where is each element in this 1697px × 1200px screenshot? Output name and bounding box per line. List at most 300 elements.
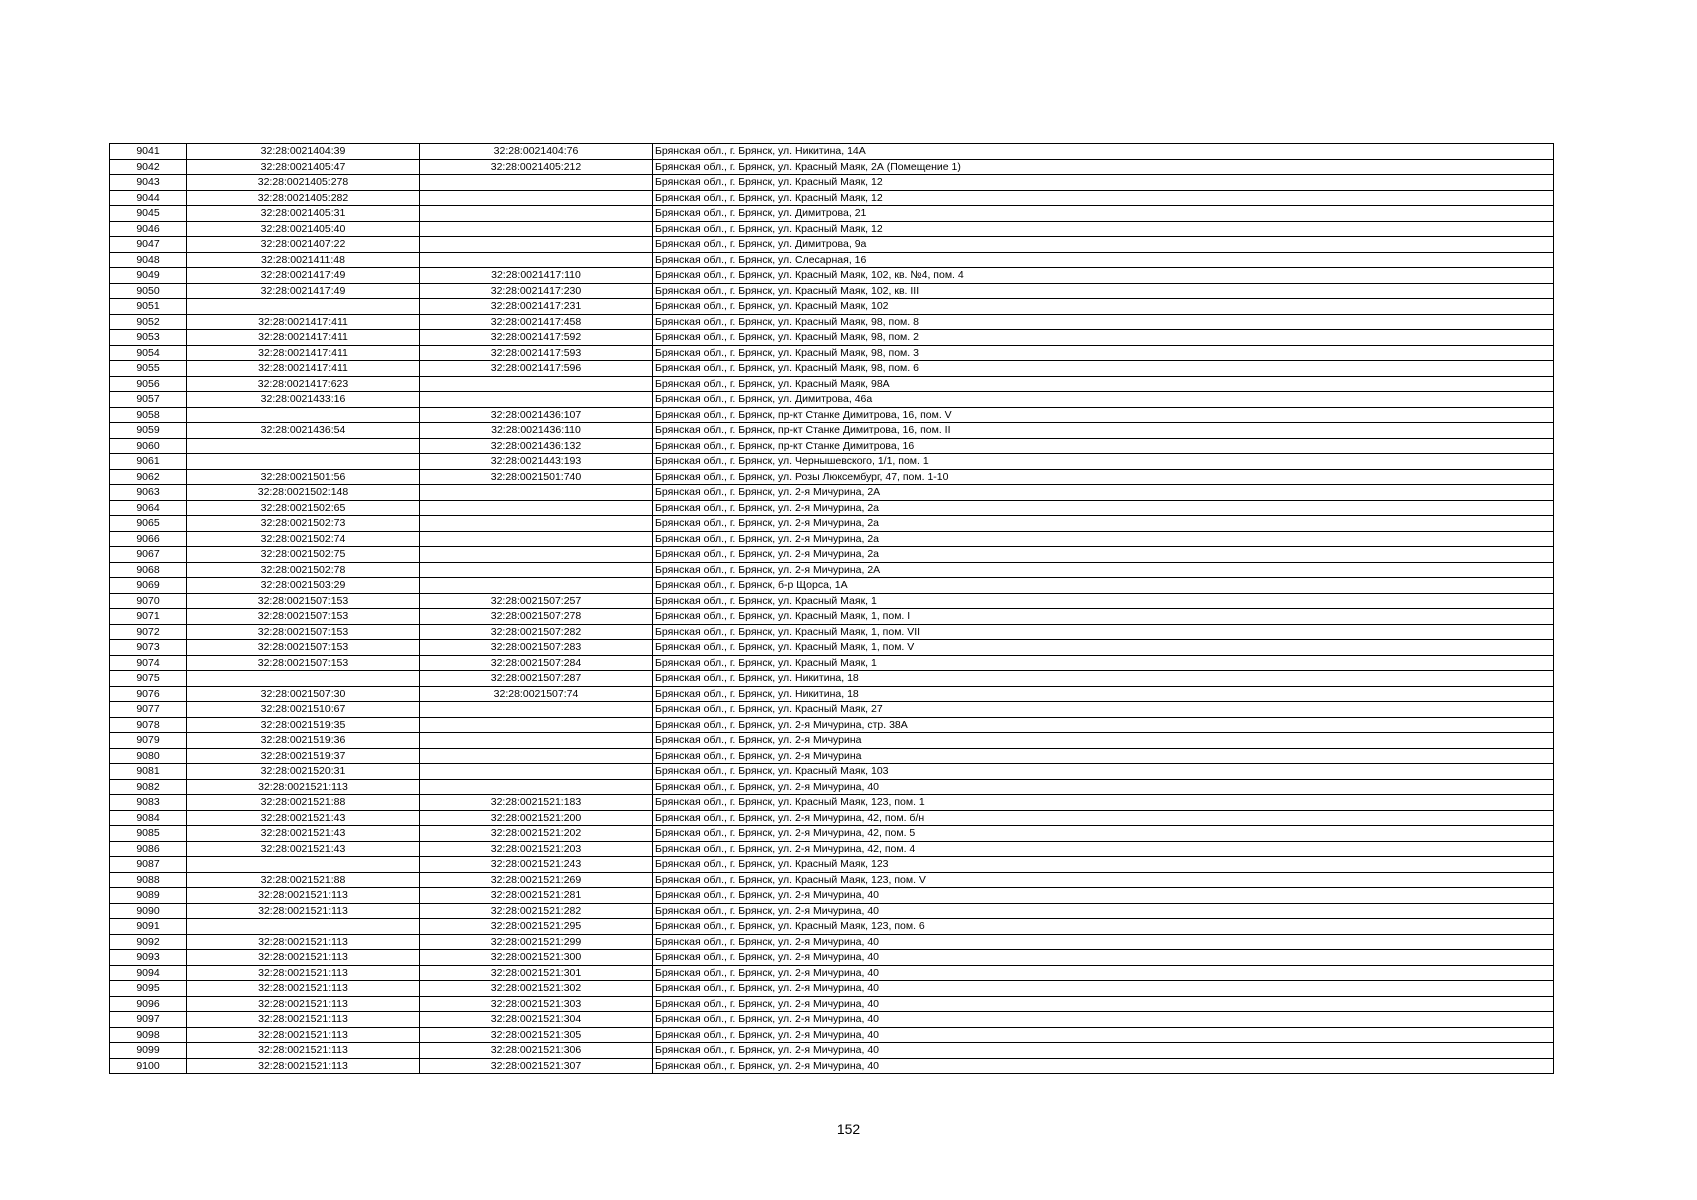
premises-cadastral-number-cell: 32:28:0021443:193 [420,454,653,470]
address-cell: Брянская обл., г. Брянск, ул. 2-я Мичурина, 40 [653,934,1554,950]
table-row [110,283,1554,299]
premises-cadastral-number-cell: 32:28:0021507:74 [420,686,653,702]
address-cell: Брянская обл., г. Брянск, ул. Никитина, 18 [653,671,1554,687]
table-row [110,826,1554,842]
premises-cadastral-number-cell [420,578,653,594]
address-cell: Брянская обл., г. Брянск, ул. Красный Маяк, 12 [653,175,1554,191]
address-cell: Брянская обл., г. Брянск, ул. Красный Маяк, 98, пом. 2 [653,330,1554,346]
address-cell: Брянская обл., г. Брянск, ул. 2-я Мичурина, 40 [653,1012,1554,1028]
table-row [110,392,1554,408]
row-number-cell: 9068 [110,562,187,578]
address-cell: Брянская обл., г. Брянск, ул. Красный Маяк, 123, пом. 6 [653,919,1554,935]
table-row [110,764,1554,780]
table-row [110,702,1554,718]
cadastral-number-cell: 32:28:0021521:43 [187,826,420,842]
table-row [110,640,1554,656]
row-number-cell: 9097 [110,1012,187,1028]
cadastral-number-cell [187,438,420,454]
cadastral-number-cell: 32:28:0021507:30 [187,686,420,702]
table-row [110,144,1554,160]
address-cell: Брянская обл., г. Брянск, ул. 2-я Мичурина, 40 [653,1043,1554,1059]
premises-cadastral-number-cell [420,500,653,516]
table-row [110,857,1554,873]
table-row [110,872,1554,888]
page-number: 152 [836,1121,861,1137]
cadastral-number-cell: 32:28:0021501:56 [187,469,420,485]
cadastral-number-cell: 32:28:0021521:113 [187,1043,420,1059]
premises-cadastral-number-cell [420,764,653,780]
table-row [110,609,1554,625]
row-number-cell: 9066 [110,531,187,547]
address-cell: Брянская обл., г. Брянск, ул. Красный Маяк, 1, пом. V [653,640,1554,656]
table-row [110,748,1554,764]
address-cell: Брянская обл., г. Брянск, ул. 2-я Мичурина, 42, пом. б/н [653,810,1554,826]
row-number-cell: 9042 [110,159,187,175]
premises-cadastral-number-cell: 32:28:0021404:76 [420,144,653,160]
row-number-cell: 9067 [110,547,187,563]
table-row [110,1058,1554,1074]
address-cell: Брянская обл., г. Брянск, пр-кт Станке Димитрова, 16, пом. V [653,407,1554,423]
cadastral-number-cell: 32:28:0021521:43 [187,841,420,857]
cadastral-number-cell: 32:28:0021433:16 [187,392,420,408]
table-row [110,531,1554,547]
row-number-cell: 9062 [110,469,187,485]
address-cell: Брянская обл., г. Брянск, ул. Красный Маяк, 98, пом. 6 [653,361,1554,377]
address-cell: Брянская обл., г. Брянск, ул. 2-я Мичурина, 2А [653,485,1554,501]
address-cell: Брянская обл., г. Брянск, ул. 2-я Мичурина, 40 [653,965,1554,981]
table-row [110,950,1554,966]
cadastral-number-cell: 32:28:0021417:411 [187,314,420,330]
table-row [110,485,1554,501]
row-number-cell: 9072 [110,624,187,640]
premises-cadastral-number-cell: 32:28:0021521:300 [420,950,653,966]
row-number-cell: 9065 [110,516,187,532]
table-row [110,1012,1554,1028]
cadastral-number-cell: 32:28:0021417:411 [187,361,420,377]
cadastral-number-cell: 32:28:0021417:411 [187,330,420,346]
premises-cadastral-number-cell: 32:28:0021521:281 [420,888,653,904]
address-cell: Брянская обл., г. Брянск, ул. Красный Маяк, 12 [653,190,1554,206]
table-row [110,330,1554,346]
premises-cadastral-number-cell: 32:28:0021521:282 [420,903,653,919]
row-number-cell: 9089 [110,888,187,904]
address-cell: Брянская обл., г. Брянск, ул. Красный Маяк, 123, пом. V [653,872,1554,888]
row-number-cell: 9041 [110,144,187,160]
address-cell: Брянская обл., г. Брянск, ул. 2-я Мичурина [653,733,1554,749]
address-cell: Брянская обл., г. Брянск, ул. Димитрова, 46а [653,392,1554,408]
table-row [110,779,1554,795]
address-cell: Брянская обл., г. Брянск, пр-кт Станке Димитрова, 16 [653,438,1554,454]
cadastral-number-cell: 32:28:0021507:153 [187,624,420,640]
row-number-cell: 9063 [110,485,187,501]
address-cell: Брянская обл., г. Брянск, ул. Чернышевского, 1/1, пом. 1 [653,454,1554,470]
row-number-cell: 9054 [110,345,187,361]
cadastral-number-cell: 32:28:0021405:278 [187,175,420,191]
cadastral-number-cell [187,407,420,423]
address-cell: Брянская обл., г. Брянск, ул. 2-я Мичурина, 40 [653,888,1554,904]
table-row [110,578,1554,594]
cadastral-number-cell: 32:28:0021436:54 [187,423,420,439]
premises-cadastral-number-cell [420,562,653,578]
address-cell: Брянская обл., г. Брянск, ул. Красный Маяк, 123, пом. 1 [653,795,1554,811]
row-number-cell: 9079 [110,733,187,749]
address-cell: Брянская обл., г. Брянск, ул. 2-я Мичурина, 40 [653,903,1554,919]
address-cell: Брянская обл., г. Брянск, ул. Красный Маяк, 27 [653,702,1554,718]
address-cell: Брянская обл., г. Брянск, ул. 2-я Мичурина, 2а [653,516,1554,532]
row-number-cell: 9070 [110,593,187,609]
cadastral-number-cell: 32:28:0021519:36 [187,733,420,749]
cadastral-number-cell: 32:28:0021507:153 [187,609,420,625]
row-number-cell: 9059 [110,423,187,439]
cadastral-number-cell: 32:28:0021521:113 [187,1012,420,1028]
cadastral-number-cell: 32:28:0021407:22 [187,237,420,253]
row-number-cell: 9084 [110,810,187,826]
address-cell: Брянская обл., г. Брянск, ул. Никитина, 14А [653,144,1554,160]
address-cell: Брянская обл., г. Брянск, ул. 2-я Мичурина, 40 [653,779,1554,795]
cadastral-number-cell: 32:28:0021520:31 [187,764,420,780]
row-number-cell: 9052 [110,314,187,330]
premises-cadastral-number-cell: 32:28:0021521:299 [420,934,653,950]
address-cell: Брянская обл., г. Брянск, ул. Красный Маяк, 1, пом. I [653,609,1554,625]
row-number-cell: 9048 [110,252,187,268]
premises-cadastral-number-cell: 32:28:0021521:303 [420,996,653,1012]
table-row [110,919,1554,935]
row-number-cell: 9056 [110,376,187,392]
row-number-cell: 9053 [110,330,187,346]
premises-cadastral-number-cell [420,252,653,268]
cadastral-number-cell: 32:28:0021507:153 [187,655,420,671]
premises-cadastral-number-cell: 32:28:0021521:202 [420,826,653,842]
premises-cadastral-number-cell: 32:28:0021417:593 [420,345,653,361]
cadastral-number-cell: 32:28:0021521:113 [187,996,420,1012]
premises-cadastral-number-cell: 32:28:0021521:307 [420,1058,653,1074]
address-cell: Брянская обл., г. Брянск, ул. Красный Маяк, 102, кв. №4, пом. 4 [653,268,1554,284]
cadastral-number-cell: 32:28:0021405:47 [187,159,420,175]
premises-cadastral-number-cell: 32:28:0021417:110 [420,268,653,284]
premises-cadastral-number-cell [420,206,653,222]
table-row [110,516,1554,532]
premises-cadastral-number-cell [420,175,653,191]
address-cell: Брянская обл., г. Брянск, ул. Красный Маяк, 1 [653,593,1554,609]
row-number-cell: 9087 [110,857,187,873]
table-row [110,454,1554,470]
address-cell: Брянская обл., г. Брянск, ул. 2-я Мичурина, стр. 38А [653,717,1554,733]
address-cell: Брянская обл., г. Брянск, ул. Красный Маяк, 2А (Помещение 1) [653,159,1554,175]
table-row [110,655,1554,671]
table-row [110,376,1554,392]
cadastral-number-cell: 32:28:0021502:73 [187,516,420,532]
address-cell: Брянская обл., г. Брянск, ул. 2-я Мичурина, 42, пом. 5 [653,826,1554,842]
table-row [110,1043,1554,1059]
cadastral-number-cell: 32:28:0021521:113 [187,950,420,966]
cadastral-number-cell: 32:28:0021502:75 [187,547,420,563]
row-number-cell: 9082 [110,779,187,795]
cadastral-number-cell: 32:28:0021502:78 [187,562,420,578]
cadastral-number-cell: 32:28:0021521:88 [187,872,420,888]
row-number-cell: 9075 [110,671,187,687]
cadastral-number-cell: 32:28:0021503:29 [187,578,420,594]
table-row [110,965,1554,981]
cadastral-number-cell: 32:28:0021417:49 [187,268,420,284]
cadastral-number-cell: 32:28:0021519:35 [187,717,420,733]
cadastral-number-cell [187,919,420,935]
cadastral-number-cell [187,299,420,315]
row-number-cell: 9092 [110,934,187,950]
premises-cadastral-number-cell [420,392,653,408]
address-cell: Брянская обл., г. Брянск, ул. 2-я Мичурина, 40 [653,996,1554,1012]
premises-cadastral-number-cell [420,702,653,718]
address-cell: Брянская обл., г. Брянск, ул. Красный Маяк, 103 [653,764,1554,780]
row-number-cell: 9091 [110,919,187,935]
address-cell: Брянская обл., г. Брянск, пр-кт Станке Димитрова, 16, пом. II [653,423,1554,439]
premises-cadastral-number-cell [420,717,653,733]
premises-cadastral-number-cell: 32:28:0021521:302 [420,981,653,997]
table-row [110,175,1554,191]
premises-cadastral-number-cell: 32:28:0021521:200 [420,810,653,826]
cadastral-number-cell: 32:28:0021521:43 [187,810,420,826]
table-row [110,686,1554,702]
cadastral-number-cell: 32:28:0021405:282 [187,190,420,206]
premises-cadastral-number-cell: 32:28:0021507:257 [420,593,653,609]
address-cell: Брянская обл., г. Брянск, ул. Розы Люксембург, 47, пом. 1-10 [653,469,1554,485]
cadastral-number-cell: 32:28:0021521:113 [187,1058,420,1074]
table-row [110,903,1554,919]
premises-cadastral-number-cell [420,190,653,206]
cadastral-number-cell: 32:28:0021502:148 [187,485,420,501]
table-row [110,795,1554,811]
cadastral-number-cell: 32:28:0021521:113 [187,965,420,981]
table-row [110,810,1554,826]
row-number-cell: 9093 [110,950,187,966]
table-row [110,190,1554,206]
row-number-cell: 9085 [110,826,187,842]
cadastral-number-cell: 32:28:0021521:113 [187,888,420,904]
row-number-cell: 9069 [110,578,187,594]
cadastral-number-cell: 32:28:0021521:113 [187,934,420,950]
table-row [110,1027,1554,1043]
table-row [110,237,1554,253]
table-row [110,981,1554,997]
premises-cadastral-number-cell: 32:28:0021521:301 [420,965,653,981]
premises-cadastral-number-cell: 32:28:0021436:132 [420,438,653,454]
premises-cadastral-number-cell: 32:28:0021521:306 [420,1043,653,1059]
row-number-cell: 9088 [110,872,187,888]
premises-cadastral-number-cell: 32:28:0021521:305 [420,1027,653,1043]
table-row [110,268,1554,284]
premises-cadastral-number-cell: 32:28:0021521:304 [420,1012,653,1028]
address-cell: Брянская обл., г. Брянск, ул. Красный Маяк, 1 [653,655,1554,671]
address-cell: Брянская обл., г. Брянск, ул. Красный Маяк, 102, кв. III [653,283,1554,299]
address-cell: Брянская обл., г. Брянск, ул. Красный Маяк, 102 [653,299,1554,315]
premises-cadastral-number-cell: 32:28:0021521:269 [420,872,653,888]
cadastral-number-cell [187,671,420,687]
table-row [110,717,1554,733]
cadastral-number-cell: 32:28:0021417:49 [187,283,420,299]
premises-cadastral-number-cell: 32:28:0021521:183 [420,795,653,811]
row-number-cell: 9078 [110,717,187,733]
row-number-cell: 9064 [110,500,187,516]
premises-cadastral-number-cell: 32:28:0021417:231 [420,299,653,315]
row-number-cell: 9099 [110,1043,187,1059]
premises-cadastral-number-cell [420,221,653,237]
cadastral-number-cell: 32:28:0021417:623 [187,376,420,392]
table-row [110,996,1554,1012]
cadastral-number-cell: 32:28:0021404:39 [187,144,420,160]
row-number-cell: 9047 [110,237,187,253]
row-number-cell: 9095 [110,981,187,997]
table-row [110,841,1554,857]
cadastral-number-cell: 32:28:0021521:113 [187,1027,420,1043]
premises-cadastral-number-cell: 32:28:0021417:592 [420,330,653,346]
row-number-cell: 9073 [110,640,187,656]
registry-table-body [110,144,1554,1074]
premises-cadastral-number-cell: 32:28:0021521:243 [420,857,653,873]
cadastral-number-cell: 32:28:0021417:411 [187,345,420,361]
row-number-cell: 9058 [110,407,187,423]
row-number-cell: 9074 [110,655,187,671]
table-row [110,469,1554,485]
registry-table [109,143,1554,1074]
cadastral-number-cell: 32:28:0021521:113 [187,981,420,997]
cadastral-number-cell: 32:28:0021510:67 [187,702,420,718]
address-cell: Брянская обл., г. Брянск, ул. Никитина, 18 [653,686,1554,702]
premises-cadastral-number-cell [420,376,653,392]
row-number-cell: 9080 [110,748,187,764]
premises-cadastral-number-cell: 32:28:0021521:203 [420,841,653,857]
table-row [110,624,1554,640]
cadastral-number-cell: 32:28:0021507:153 [187,640,420,656]
table-row [110,361,1554,377]
cadastral-number-cell: 32:28:0021411:48 [187,252,420,268]
cadastral-number-cell: 32:28:0021507:153 [187,593,420,609]
cadastral-number-cell [187,454,420,470]
premises-cadastral-number-cell: 32:28:0021405:212 [420,159,653,175]
row-number-cell: 9098 [110,1027,187,1043]
premises-cadastral-number-cell [420,547,653,563]
table-row [110,671,1554,687]
row-number-cell: 9049 [110,268,187,284]
cadastral-number-cell: 32:28:0021502:65 [187,500,420,516]
table-row [110,593,1554,609]
row-number-cell: 9055 [110,361,187,377]
address-cell: Брянская обл., г. Брянск, ул. Димитрова, 21 [653,206,1554,222]
address-cell: Брянская обл., г. Брянск, ул. 2-я Мичурина, 40 [653,1058,1554,1074]
premises-cadastral-number-cell: 32:28:0021521:295 [420,919,653,935]
table-row [110,345,1554,361]
row-number-cell: 9076 [110,686,187,702]
row-number-cell: 9050 [110,283,187,299]
table-row [110,562,1554,578]
row-number-cell: 9096 [110,996,187,1012]
address-cell: Брянская обл., г. Брянск, ул. 2-я Мичурина [653,748,1554,764]
row-number-cell: 9051 [110,299,187,315]
address-cell: Брянская обл., г. Брянск, ул. Слесарная, 16 [653,252,1554,268]
row-number-cell: 9094 [110,965,187,981]
row-number-cell: 9044 [110,190,187,206]
premises-cadastral-number-cell: 32:28:0021417:230 [420,283,653,299]
table-row [110,423,1554,439]
row-number-cell: 9083 [110,795,187,811]
address-cell: Брянская обл., г. Брянск, ул. Красный Маяк, 98А [653,376,1554,392]
row-number-cell: 9100 [110,1058,187,1074]
row-number-cell: 9086 [110,841,187,857]
address-cell: Брянская обл., г. Брянск, ул. 2-я Мичурина, 40 [653,981,1554,997]
address-cell: Брянская обл., г. Брянск, ул. 2-я Мичурина, 42, пом. 4 [653,841,1554,857]
table-row [110,547,1554,563]
cadastral-number-cell: 32:28:0021521:88 [187,795,420,811]
cadastral-number-cell: 32:28:0021521:113 [187,903,420,919]
premises-cadastral-number-cell: 32:28:0021507:283 [420,640,653,656]
premises-cadastral-number-cell: 32:28:0021436:110 [420,423,653,439]
row-number-cell: 9060 [110,438,187,454]
address-cell: Брянская обл., г. Брянск, ул. 2-я Мичурина, 2а [653,500,1554,516]
premises-cadastral-number-cell [420,531,653,547]
premises-cadastral-number-cell [420,237,653,253]
cadastral-number-cell: 32:28:0021521:113 [187,779,420,795]
table-row [110,159,1554,175]
premises-cadastral-number-cell [420,748,653,764]
address-cell: Брянская обл., г. Брянск, ул. 2-я Мичурина, 40 [653,950,1554,966]
premises-cadastral-number-cell: 32:28:0021507:282 [420,624,653,640]
premises-cadastral-number-cell: 32:28:0021501:740 [420,469,653,485]
premises-cadastral-number-cell [420,516,653,532]
address-cell: Брянская обл., г. Брянск, ул. 2-я Мичурина, 2А [653,562,1554,578]
address-cell: Брянская обл., г. Брянск, ул. Красный Маяк, 12 [653,221,1554,237]
address-cell: Брянская обл., г. Брянск, ул. 2-я Мичурина, 2а [653,547,1554,563]
row-number-cell: 9046 [110,221,187,237]
address-cell: Брянская обл., г. Брянск, ул. Красный Маяк, 1, пом. VII [653,624,1554,640]
table-row [110,299,1554,315]
table-row [110,888,1554,904]
row-number-cell: 9090 [110,903,187,919]
cadastral-number-cell: 32:28:0021519:37 [187,748,420,764]
table-row [110,438,1554,454]
address-cell: Брянская обл., г. Брянск, ул. Красный Маяк, 98, пом. 3 [653,345,1554,361]
premises-cadastral-number-cell: 32:28:0021507:284 [420,655,653,671]
row-number-cell: 9057 [110,392,187,408]
cadastral-number-cell: 32:28:0021405:40 [187,221,420,237]
premises-cadastral-number-cell: 32:28:0021417:458 [420,314,653,330]
premises-cadastral-number-cell [420,779,653,795]
row-number-cell: 9077 [110,702,187,718]
cadastral-number-cell: 32:28:0021405:31 [187,206,420,222]
table-row [110,252,1554,268]
premises-cadastral-number-cell: 32:28:0021507:278 [420,609,653,625]
row-number-cell: 9061 [110,454,187,470]
table-row [110,206,1554,222]
row-number-cell: 9081 [110,764,187,780]
table-row [110,733,1554,749]
table-row [110,934,1554,950]
address-cell: Брянская обл., г. Брянск, б-р Щорса, 1А [653,578,1554,594]
address-cell: Брянская обл., г. Брянск, ул. Красный Маяк, 98, пом. 8 [653,314,1554,330]
cadastral-number-cell: 32:28:0021502:74 [187,531,420,547]
table-row [110,500,1554,516]
address-cell: Брянская обл., г. Брянск, ул. Красный Маяк, 123 [653,857,1554,873]
cadastral-number-cell [187,857,420,873]
premises-cadastral-number-cell: 32:28:0021507:287 [420,671,653,687]
row-number-cell: 9045 [110,206,187,222]
table-row [110,221,1554,237]
premises-cadastral-number-cell [420,485,653,501]
table-row [110,314,1554,330]
address-cell: Брянская обл., г. Брянск, ул. Димитрова, 9а [653,237,1554,253]
row-number-cell: 9043 [110,175,187,191]
address-cell: Брянская обл., г. Брянск, ул. 2-я Мичурина, 40 [653,1027,1554,1043]
address-cell: Брянская обл., г. Брянск, ул. 2-я Мичурина, 2а [653,531,1554,547]
premises-cadastral-number-cell [420,733,653,749]
table-row [110,407,1554,423]
